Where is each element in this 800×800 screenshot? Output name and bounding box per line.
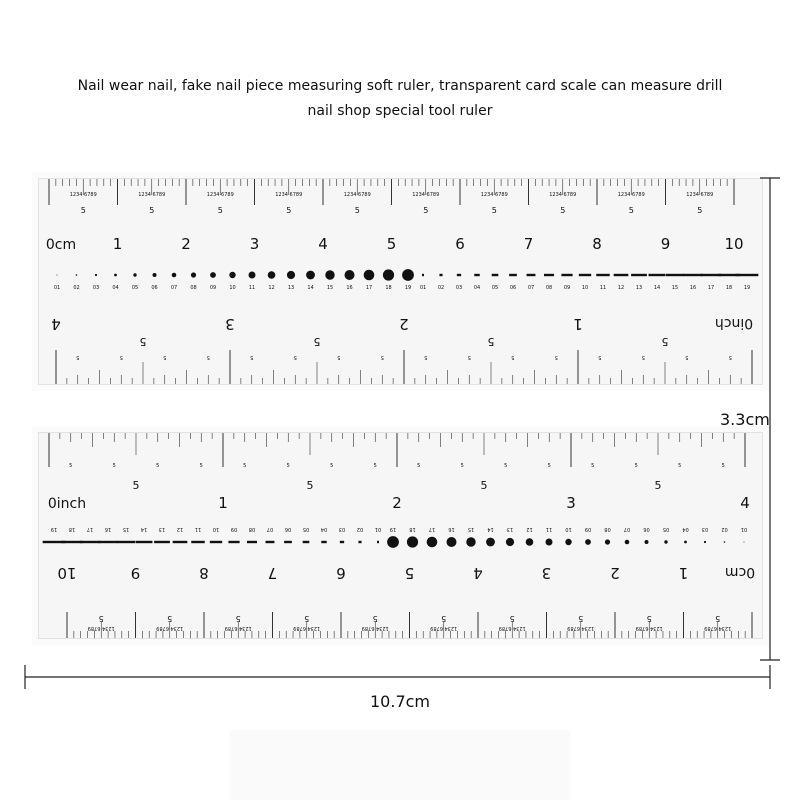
inch-number-label: 3 (566, 494, 576, 512)
size-dash-label: 17 (86, 526, 94, 532)
size-dot-label: 19 (389, 526, 397, 532)
cm-half-label: 5 (217, 206, 223, 215)
cm-number-label: 3 (541, 564, 552, 582)
cm-half-label: 5 (697, 206, 703, 215)
cm-half-label: 5 (441, 614, 447, 623)
mm-digit-label: 1234 6789 (343, 192, 371, 198)
size-dash-label: 18 (725, 285, 733, 291)
inch-number-label: 1 (218, 494, 228, 512)
height-label: 3.3cm (720, 410, 770, 429)
size-dot-label: 05 (662, 526, 670, 532)
size-dot-label: 03 (92, 285, 100, 291)
size-dash-label: 11 (194, 526, 202, 532)
cm-number-label: 6 (336, 564, 346, 582)
inch-quarter-label: 5 (467, 354, 471, 360)
inch-quarter-label: 5 (250, 354, 254, 360)
cm-half-label: 5 (715, 614, 721, 623)
bottom-shadow (230, 730, 570, 800)
size-dash-label: 02 (356, 526, 364, 532)
size-dot-label: 04 (112, 285, 119, 291)
size-dot-label: 10 (565, 526, 572, 532)
mm-digit-label: 1234 6789 (87, 625, 115, 631)
size-dot-label: 17 (428, 526, 436, 532)
title-line-1: Nail wear nail, fake nail piece measuring soft ruler, transparent card scale can measure drill (77, 78, 723, 94)
size-dash-label: 19 (743, 285, 751, 291)
cm-number-label: 3 (249, 235, 260, 253)
cm-half-label: 5 (578, 614, 584, 623)
size-dot-label: 15 (326, 285, 334, 291)
cm-zero-label: 0cm (45, 237, 77, 253)
inch-half-label: 5 (313, 335, 321, 348)
size-dash-label: 07 (527, 285, 535, 291)
mm-digit-label: 1234 6789 (549, 192, 577, 198)
mm-digit-label: 1234 6789 (498, 625, 526, 631)
cm-half-label: 5 (286, 206, 292, 215)
title-line-2: nail shop special tool ruler (307, 103, 493, 119)
size-dot-label: 18 (385, 285, 392, 291)
cm-number-label: 10 (724, 235, 744, 253)
mm-digit-label: 1234 6789 (617, 192, 645, 198)
mm-digit-label: 1234 6789 (686, 192, 714, 198)
size-dash-label: 14 (140, 526, 148, 532)
cm-number-label: 5 (386, 235, 397, 253)
width-label: 10.7cm (370, 692, 431, 711)
cm-number-label: 1 (112, 235, 123, 253)
inch-quarter-label: 5 (641, 354, 645, 360)
size-dot-label: 06 (643, 526, 650, 532)
inch-quarter-label: 5 (163, 354, 167, 360)
cm-number-label: 8 (199, 564, 209, 582)
size-dash-label: 09 (230, 526, 238, 532)
size-dash-label: 03 (455, 285, 463, 291)
cm-half-label: 5 (560, 206, 566, 215)
inch-zero-label: 0inch (714, 315, 754, 331)
cm-number-label: 4 (318, 235, 328, 253)
inch-quarter-label: 5 (76, 354, 80, 360)
cm-number-label: 2 (610, 564, 620, 582)
mm-digit-label: 1234 6789 (361, 625, 389, 631)
inch-quarter-label: 5 (634, 463, 638, 469)
inch-half-label: 5 (132, 479, 140, 492)
inch-quarter-label: 5 (598, 354, 602, 360)
mm-digit-label: 1234 6789 (69, 192, 97, 198)
size-dash-label: 04 (473, 285, 481, 291)
size-dot-label: 07 (623, 526, 631, 532)
size-dot-label: 05 (131, 285, 139, 291)
size-dot-label: 13 (287, 285, 295, 291)
size-dash-label: 05 (491, 285, 499, 291)
size-dot-label: 19 (404, 285, 412, 291)
mm-digit-label: 1234 6789 (156, 625, 184, 631)
mm-digit-label: 1234 6789 (138, 192, 166, 198)
cm-number-label: 2 (181, 235, 191, 253)
size-dash-label: 03 (338, 526, 346, 532)
size-dash-label: 06 (509, 285, 517, 291)
mm-digit-label: 1234 6789 (430, 625, 458, 631)
mm-digit-label: 1234 6789 (635, 625, 663, 631)
size-dash-label: 08 (545, 285, 553, 291)
inch-quarter-label: 5 (119, 354, 123, 360)
size-dot-label: 09 (209, 285, 217, 291)
size-dash-label: 09 (563, 285, 571, 291)
mm-digit-label: 1234 6789 (293, 625, 321, 631)
cm-zero-label: 0cm (724, 564, 756, 580)
size-dash-label: 10 (212, 526, 220, 532)
size-dot-label: 17 (365, 285, 373, 291)
size-dash-label: 18 (68, 526, 76, 532)
size-dot-label: 01 (53, 285, 61, 291)
size-dash-label: 16 (689, 285, 697, 291)
size-dash-label: 17 (707, 285, 715, 291)
cm-number-label: 4 (473, 564, 483, 582)
inch-quarter-label: 5 (330, 463, 334, 469)
cm-half-label: 5 (149, 206, 155, 215)
mm-digit-label: 1234 6789 (206, 192, 234, 198)
size-dash-label: 11 (599, 285, 607, 291)
inch-quarter-label: 5 (721, 463, 725, 469)
inch-quarter-label: 5 (112, 463, 116, 469)
inch-quarter-label: 5 (424, 354, 428, 360)
inch-quarter-label: 5 (243, 463, 247, 469)
inch-quarter-label: 5 (591, 463, 595, 469)
cm-half-label: 5 (167, 614, 173, 623)
size-dash-label: 13 (635, 285, 643, 291)
cm-number-label: 6 (455, 235, 465, 253)
inch-half-label: 5 (661, 335, 669, 348)
cm-half-label: 5 (509, 614, 515, 623)
mm-digit-label: 1234 6789 (567, 625, 595, 631)
inch-number-label: 4 (51, 315, 61, 333)
size-dot-label: 15 (467, 526, 475, 532)
cm-number-label: 7 (267, 564, 278, 582)
mm-digit-label: 1234 6789 (224, 625, 252, 631)
mm-digit-label: 1234 6789 (704, 625, 732, 631)
size-dash-label: 12 (176, 526, 184, 532)
cm-number-label: 9 (660, 235, 671, 253)
cm-half-label: 5 (491, 206, 497, 215)
inch-quarter-label: 5 (206, 354, 210, 360)
cm-half-label: 5 (354, 206, 360, 215)
inch-quarter-label: 5 (380, 354, 384, 360)
size-dash-label: 04 (320, 526, 328, 532)
inch-quarter-label: 5 (69, 463, 73, 469)
size-dot-label: 14 (487, 526, 494, 532)
size-dash-label: 15 (671, 285, 679, 291)
size-dot-label: 04 (682, 526, 689, 532)
size-dash-label: 01 (374, 526, 382, 532)
inch-zero-label: 0inch (47, 496, 87, 512)
inch-quarter-label: 5 (460, 463, 464, 469)
cm-number-label: 1 (678, 564, 689, 582)
inch-quarter-label: 5 (504, 463, 508, 469)
size-dot-label: 02 (721, 526, 728, 532)
cm-half-label: 5 (372, 614, 378, 623)
cm-number-label: 10 (57, 564, 77, 582)
size-dash-label: 10 (581, 285, 589, 291)
size-dot-label: 11 (545, 526, 553, 532)
cm-number-label: 7 (523, 235, 534, 253)
size-dash-label: 14 (653, 285, 661, 291)
cm-number-label: 8 (592, 235, 602, 253)
size-dot-label: 02 (73, 285, 80, 291)
mm-digit-label: 1234 6789 (480, 192, 508, 198)
size-dash-label: 08 (248, 526, 256, 532)
size-dot-label: 12 (268, 285, 275, 291)
size-dash-label: 06 (284, 526, 292, 532)
size-dot-label: 08 (190, 285, 197, 291)
size-dot-label: 08 (604, 526, 611, 532)
inch-quarter-label: 5 (373, 463, 377, 469)
inch-number-label: 2 (399, 315, 409, 333)
size-dot-label: 13 (506, 526, 514, 532)
inch-half-label: 5 (480, 479, 488, 492)
size-dot-label: 09 (584, 526, 592, 532)
size-dash-label: 01 (419, 285, 427, 291)
size-dash-label: 07 (266, 526, 274, 532)
inch-quarter-label: 5 (337, 354, 341, 360)
size-dot-label: 10 (229, 285, 236, 291)
inch-quarter-label: 5 (199, 463, 203, 469)
size-dot-label: 01 (740, 526, 748, 532)
cm-half-label: 5 (80, 206, 86, 215)
inch-half-label: 5 (654, 479, 662, 492)
inch-quarter-label: 5 (547, 463, 551, 469)
inch-number-label: 2 (392, 494, 402, 512)
inch-quarter-label: 5 (293, 354, 297, 360)
mm-digit-label: 1234 6789 (275, 192, 303, 198)
inch-half-label: 5 (139, 335, 147, 348)
cm-number-label: 9 (130, 564, 141, 582)
inch-quarter-label: 5 (728, 354, 732, 360)
mm-digit-label: 1234 6789 (412, 192, 440, 198)
size-dot-label: 06 (151, 285, 158, 291)
size-dot-label: 16 (448, 526, 455, 532)
cm-half-label: 5 (235, 614, 241, 623)
size-dot-label: 03 (701, 526, 709, 532)
cm-number-label: 5 (404, 564, 415, 582)
size-dot-label: 11 (248, 285, 256, 291)
inch-quarter-label: 5 (286, 463, 290, 469)
cm-half-label: 5 (98, 614, 104, 623)
inch-number-label: 4 (740, 494, 750, 512)
inch-quarter-label: 5 (685, 354, 689, 360)
inch-half-label: 5 (306, 479, 314, 492)
size-dash-label: 15 (122, 526, 130, 532)
cm-half-label: 5 (646, 614, 652, 623)
size-dot-label: 12 (526, 526, 533, 532)
inch-number-label: 3 (225, 315, 235, 333)
size-dash-label: 19 (50, 526, 58, 532)
size-dash-label: 12 (617, 285, 625, 291)
inch-quarter-label: 5 (511, 354, 515, 360)
size-dot-label: 16 (346, 285, 353, 291)
inch-number-label: 1 (573, 315, 583, 333)
size-dash-label: 13 (158, 526, 166, 532)
size-dash-label: 16 (104, 526, 112, 532)
cm-half-label: 5 (304, 614, 310, 623)
inch-quarter-label: 5 (678, 463, 682, 469)
cm-half-label: 5 (423, 206, 429, 215)
inch-quarter-label: 5 (156, 463, 160, 469)
inch-half-label: 5 (487, 335, 495, 348)
size-dash-label: 05 (302, 526, 310, 532)
inch-quarter-label: 5 (417, 463, 421, 469)
size-dot-label: 18 (409, 526, 416, 532)
inch-quarter-label: 5 (554, 354, 558, 360)
cm-half-label: 5 (628, 206, 634, 215)
size-dot-label: 07 (170, 285, 178, 291)
size-dash-label: 02 (437, 285, 445, 291)
size-dot-label: 14 (307, 285, 314, 291)
